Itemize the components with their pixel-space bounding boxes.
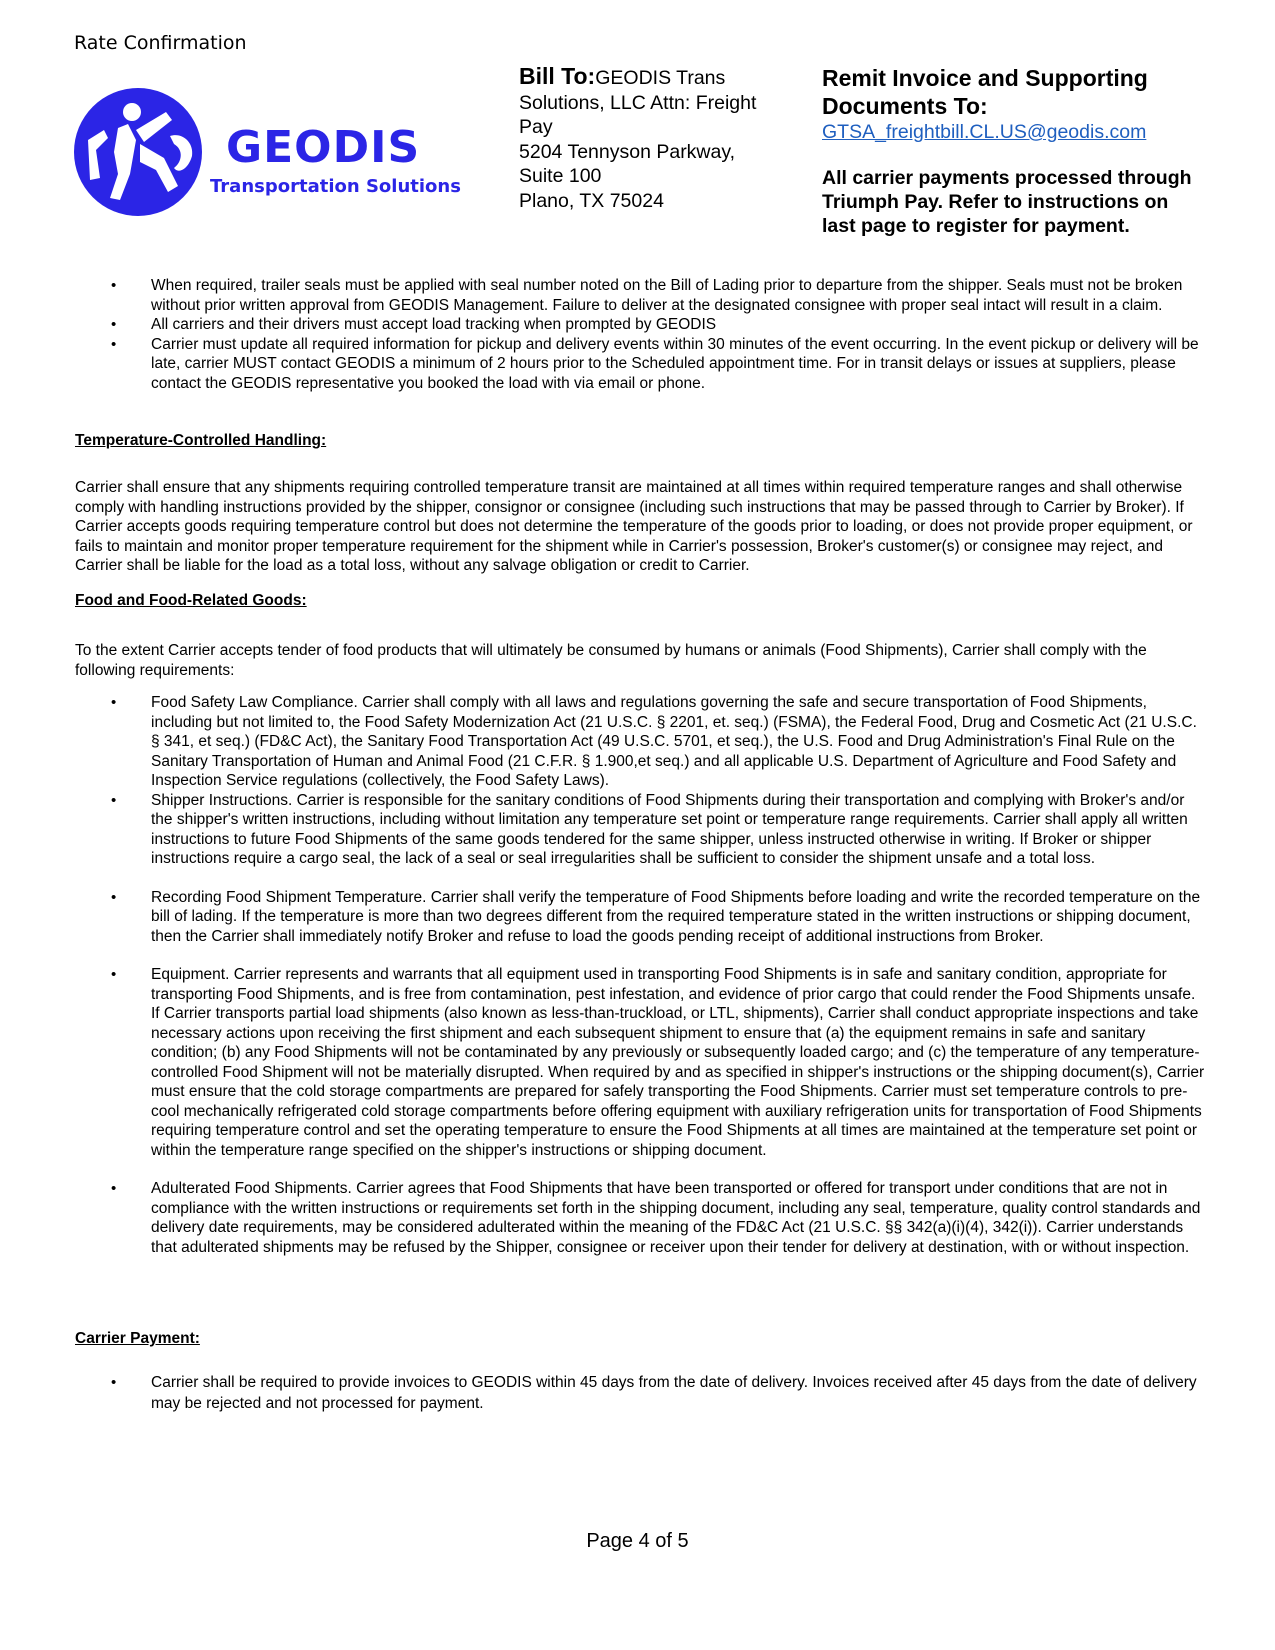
list-item [0, 1372, 1275, 1414]
payment-note-line: last page to register for payment. [822, 215, 1130, 237]
list-item-text: Equipment. Carrier represents and warrants that all equipment used in transporting Food Shipments is in safe and sanitary condition, appropriate for transporting Food Shipments, and is free from contamination, pest infestation, and evidence of prior cargo that could render the Food Shipments unsafe. If Carrier transports partial load shipments (also known as less-than-truckload, or LTL, shipments), Carrier shall conduct appropriate inspections and take necessary actions upon receiving the first shipment and each subsequent shipment to ensure that (a) the equipment remains in safe and sanitary condition; (b) any Food Shipments will not be contaminated by any previously or subsequently loaded cargo; and (c) the temperature of any temperature-controlled Food Shipment will not be materially disrupted. When required by and as specified in shipper's instructions or the shipping document(s), Carrier must ensure that the cold storage compartments are prepared for safely transporting the Food Shipments. Carrier must set temperature controls to pre-cool mechanically refrigerated cold storage compartments before offering equipment with auxiliary refrigeration units for transportation of Food Shipments requiring temperature control and set the operating temperature to ensure the Food Shipments at all times are maintained at the temperature set point or within the temperature range specified on the shipper's instructions or shipping document. [151, 966, 1205, 1159]
bill-to-line: Plano, TX 75024 [519, 189, 664, 212]
remit-title-line: Remit Invoice and Supporting [822, 65, 1148, 91]
bullet-icon: • [111, 1180, 117, 1197]
payment-note [822, 166, 1242, 238]
bill-to-line: 5204 Tennyson Parkway, [519, 140, 736, 163]
list-item [0, 315, 1275, 335]
payment-note-line: Triumph Pay. Refer to instructions on [822, 191, 1169, 213]
bill-to-line: Suite 100 [519, 165, 602, 187]
geodis-logo-mark-icon [70, 82, 220, 222]
list-item [0, 791, 1275, 869]
temperature-heading: Temperature-Controlled Handling: [75, 432, 327, 449]
temperature-paragraph: Carrier shall ensure that any shipments requiring controlled temperature transit are maintained at all times within required temperature ranges and shall otherwise comply with handling instructions provided by the shipper, consignor or consignee (including such instructions that may be passed through to Carrier by Broker). If Carrier accepts goods requiring temperature control but does not determine the temperature of the goods prior to loading, or does not provide proper equipment, or fails to maintain and monitor proper temperature requirement for the shipment while in Carrier's possession, Broker's customer(s) or consignee may reject, and Carrier shall be liable for the load as a total loss, without any salvage obligation or credit to Carrier. [75, 479, 1193, 574]
list-item [0, 335, 1275, 394]
list-item [0, 693, 1275, 791]
requirements-list [0, 276, 1275, 393]
list-item-text: Shipper Instructions. Carrier is responsible for the sanitary conditions of Food Shipments during their transportation and complying with Broker's and/or the shipper's written instructions, including without limitation any temperature set point or temperature range requirements. Carrier shall apply all written instructions to future Food Shipments of the same goods tendered for the same shipper, unless instructed otherwise in writing. If Broker or shipper instructions require a cargo seal, the lack of a seal or seal irregularities shall be sufficient to consider the shipment unsafe and a total loss. [151, 791, 1188, 867]
list-item [0, 888, 1275, 947]
logo-tagline: Transportation Solutions [210, 176, 461, 197]
food-intro: To the extent Carrier accepts tender of food products that will ultimately be consumed by humans or animals (Food Shipments), Carrier shall comply with the following requirements: [75, 642, 1147, 679]
list-item-text: Adulterated Food Shipments. Carrier agrees that Food Shipments that have been transported or offered for transport under conditions that are not in compliance with the written instructions or requirements set forth in the shipping document, including any seal, temperature, quality control standards and delivery date requirements, may be considered adulterated within the meaning of the FD&C Act (21 U.S.C. §§ 342(a)(i)(4), 342(i)). Carrier understands that adulterated shipments may be refused by the Shipper, consignee or receiver upon their tender for delivery at destination, with or without inspection. [151, 1180, 1201, 1256]
bullet-icon: • [111, 316, 117, 333]
list-item [0, 276, 1275, 315]
bullet-icon: • [111, 791, 117, 809]
list-item-text: Food Safety Law Compliance. Carrier shall comply with all laws and regulations governing the safe and secure transportation of Food Shipments, including but not limited to, the Food Safety Modernization Act (21 U.S.C. § 2201, et. seq.) (FSMA), the Federal Food, Drug and Cosmetic Act (21 U.S.C. § 341, et seq.) (FD&C Act), the Sanitary Food Transportation Act (49 U.S.C. 5701, et seq.), the U.S. Food and Drug Administration's Final Rule on the Sanitary Transportation of Human and Animal Food (21 C.F.R. § 1.900,et seq.) and all applicable U.S. Department of Agriculture and Food Safety and Inspection Service regulations (collectively, the Food Safety Laws). [151, 694, 1197, 789]
document-title: Rate Confirmation [74, 32, 247, 54]
bullet-icon: • [111, 966, 117, 983]
food-requirements-list [0, 693, 1275, 1257]
payment-list [0, 1372, 1275, 1414]
list-item-text: All carriers and their drivers must accept load tracking when prompted by GEODIS [151, 316, 717, 333]
list-item-text: Carrier must update all required information for pickup and delivery events within 30 minutes of the event occurring. In the event pickup or delivery will be late, carrier MUST contact GEODIS a minimum of 2 hours prior to the Scheduled appointment time. For in transit delays or issues at suppliers, please contact the GEODIS representative you booked the load with via email or phone. [151, 335, 1199, 392]
bullet-icon: • [111, 1374, 117, 1391]
list-item-text: Recording Food Shipment Temperature. Carrier shall verify the temperature of Food Shipments before loading and write the recorded temperature on the bill of lading. If the temperature is more than two degrees different from the required temperature stated in the written instructions or shipping document, then the Carrier shall immediately notify Broker and refuse to load the goods pending receipt of additional instructions from Broker. [151, 888, 1201, 945]
bullet-icon: • [111, 888, 117, 906]
page-number: Page 4 of 5 [586, 1530, 689, 1552]
remit-email-link[interactable]: GTSA_freightbill.CL.US@geodis.com [822, 121, 1147, 143]
logo-name: GEODIS [226, 122, 421, 173]
bullet-icon: • [111, 277, 117, 294]
food-heading: Food and Food-Related Goods: [75, 592, 307, 609]
list-item-text: When required, trailer seals must be applied with seal number noted on the Bill of Lading prior to departure from the shipper. Seals must not be broken without prior written approval from GEODIS Management. Failure to deliver at the designated consignee with proper seal intact will result in a claim. [151, 277, 1183, 314]
bill-to-label: Bill To: [519, 63, 596, 89]
remit-title [822, 64, 1242, 120]
list-item [0, 1179, 1275, 1257]
bill-to-line: GEODIS Trans [595, 67, 726, 89]
list-item [0, 965, 1275, 1160]
bullet-icon: • [111, 335, 117, 353]
bill-to-line: Solutions, LLC Attn: Freight [519, 91, 757, 114]
bullet-icon: • [111, 694, 117, 711]
geodis-logo [70, 82, 470, 222]
payment-heading: Carrier Payment: [75, 1330, 200, 1347]
list-item-text: Carrier shall be required to provide invoices to GEODIS within 45 days from the date of delivery. Invoices received after 45 days from the date of delivery may be rejected and not processed for payment. [151, 1374, 1197, 1412]
payment-note-line: All carrier payments processed through [822, 167, 1192, 189]
remit-title-line: Documents To: [822, 93, 988, 119]
remit-block [822, 64, 1242, 238]
bill-to-line: Pay [519, 116, 553, 138]
bill-to-block [519, 64, 787, 213]
